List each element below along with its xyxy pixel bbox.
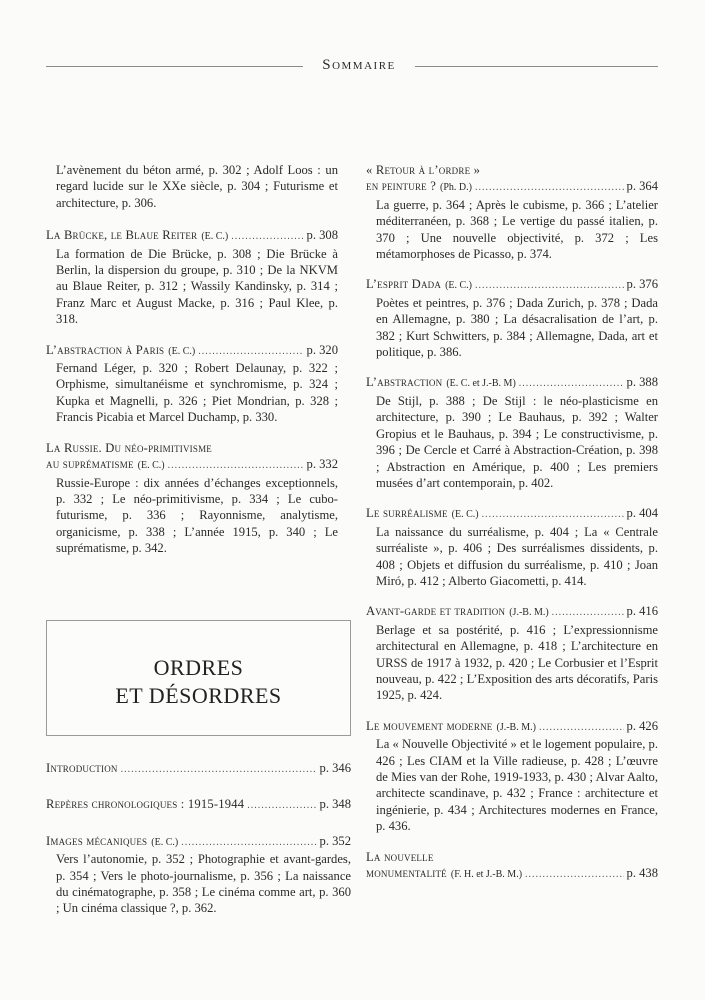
toc-entry-title: Images mécaniques: [46, 833, 148, 848]
toc-entry-heading: [366, 276, 658, 294]
dot-leader: [181, 835, 316, 851]
toc-entry-title: en peinture ?: [366, 179, 436, 194]
toc-entry: [46, 440, 338, 557]
toc-entry-title: Le surréalisme: [366, 506, 448, 521]
toc-entry-page: p. 320: [306, 342, 338, 357]
toc-entry-heading: [46, 227, 338, 245]
toc-entry: [366, 849, 658, 884]
toc-entry-title-line1: « Retour à l’ordre »: [366, 163, 481, 177]
toc-entry-title: La Brücke, le Blaue Reiter: [46, 228, 198, 243]
dot-leader: [475, 180, 624, 196]
toc-entry-authors: (E. C. et J.-B. M): [446, 378, 516, 390]
dot-leader: [519, 376, 624, 392]
toc-entry-page: p. 438: [626, 866, 658, 881]
toc-entry-authors: (E. C.): [201, 231, 229, 243]
toc-entry-title: Avant-garde et tradition: [366, 604, 506, 619]
toc-entry-body: Russie-Europe : dix années d’échanges exceptionnels, p. 332 ; Le néo-primitivisme, p. 334 ; Le cubo-futurisme, p. 336 ; Rayonnisme, analytisme, organicisme, p. 338 ; L’année 1915, p. 340 ; Le suprématisme, p. 342.: [56, 475, 338, 556]
toc-entry-page: p. 388: [626, 375, 658, 390]
toc-entry-page: p. 364: [626, 179, 658, 194]
dot-leader: [231, 229, 303, 245]
left-column: [46, 162, 338, 571]
toc-entry: [366, 162, 658, 262]
toc-entry-page: p. 416: [626, 604, 658, 619]
toc-entry-title: monumentalité: [366, 866, 447, 881]
toc-entry-authors: (E. C.): [137, 460, 165, 472]
toc-entry-heading: [46, 760, 351, 778]
toc-entry-heading: [46, 342, 338, 360]
toc-entry: [46, 796, 351, 814]
section-title-box: [46, 620, 351, 736]
toc-entry-page: p. 404: [626, 506, 658, 521]
dot-leader: [482, 507, 624, 523]
toc-entry-heading: [366, 178, 658, 196]
toc-entry-title: L’abstraction à Paris: [46, 342, 165, 357]
continuation-text: L’avènement du béton armé, p. 302 ; Adolf Loos : un regard lucide sur le XXe siècle, p. 304 ; Futurisme et architecture, p. 306.: [56, 163, 338, 210]
dot-leader: [539, 720, 624, 736]
toc-entry-body: Poètes et peintres, p. 376 ; Dada Zurich, p. 378 ; Dada en Allemagne, p. 380 ; La désacralisation de l’art, p. 382 ; Kurt Schwitters, p. 384 ; Allemagne, Dada, art et politique, p. 386.: [376, 295, 658, 360]
toc-entry-body: La « Nouvelle Objectivité » et le logement populaire, p. 426 ; Les CIAM et la Ville radieuse, p. 428 ; L’œuvre de Mies van der Rohe, 1919-1933, p. 430 ; Alvar Aalto, architecte scandinave, p. 432 ; France : architecture et ingénierie, p. 434 ; Architectures modernes en France, p. 436.: [376, 737, 658, 834]
toc-entry: [366, 603, 658, 703]
dot-leader: [168, 458, 304, 474]
toc-entry-body: Berlage et sa postérité, p. 416 ; L’expressionnisme architectural en Allemagne, p. 418 ; L’architecture en URSS de 1917 à 1932, p. 420 ; Le Corbusier et l’Esprit nouveau, p. 422 ; L’Exposition des arts décoratifs, Paris 1925, p. 424.: [376, 622, 658, 703]
toc-entry-authors: (E. C.): [168, 345, 196, 357]
toc-entry-page: p. 346: [319, 761, 351, 775]
toc-entry-page: p. 348: [319, 797, 351, 812]
toc-entry: [366, 374, 658, 491]
toc-entry-body: De Stijl, p. 388 ; De Stijl : le néo-plasticisme en architecture, p. 390 ; Le Bauhaus, p. 392 ; Walter Gropius et le Bauhaus, p. 394 ; Le constructivisme, p. 396 ; De Cercle et Carré à Abstraction-Création, p. 398 ; Abstraction en Amérique, p. 400 ; Les premiers musées d’art contemporain, p. 402.: [376, 393, 658, 490]
toc-entry-title: Repères chronologiques : 1915-1944: [46, 797, 245, 812]
toc-entry-body: Vers l’autonomie, p. 352 ; Photographie et avant-gardes, p. 354 ; Vers le photo-journalisme, p. 356 ; La naissance du cinématographe, p. 358 ; Le cinéma comme art, p. 360 ; Un cinéma classique ?, p. 362.: [56, 852, 351, 916]
toc-entry-authors: (Ph. D.): [439, 182, 472, 194]
toc-entry: [366, 718, 658, 835]
page-title: Sommaire: [322, 57, 396, 73]
page-header: [46, 57, 658, 77]
dot-leader: [525, 867, 623, 883]
toc-entry-body: La guerre, p. 364 ; Après le cubisme, p. 366 ; L’atelier méditerranéen, p. 368 ; Le vertige du passé italien, p. 370 ; Une nouvelle objectivité, p. 372 ; Les métamorphoses de Picasso, p. 374.: [376, 197, 658, 262]
toc-entry-page: p. 332: [306, 457, 338, 472]
dot-leader: [121, 762, 317, 778]
toc-entry-authors: (E. C.): [151, 836, 179, 848]
left-bottom-column: [46, 760, 351, 931]
toc-entry-heading: [366, 603, 658, 621]
header-rule-left: [46, 66, 303, 67]
toc-entry-authors: (J.-B. M.): [496, 721, 536, 733]
toc-entry-title: Introduction: [46, 761, 118, 775]
header-rule-right: [415, 66, 658, 67]
section-title-line1: ORDRES: [153, 655, 244, 680]
toc-entry-page: p. 352: [319, 833, 351, 848]
toc-entry-heading: [46, 456, 338, 474]
toc-entry-title-line1: La nouvelle: [366, 849, 434, 864]
toc-entry-heading: [366, 865, 658, 883]
toc-entry-heading: [366, 505, 658, 523]
toc-entry: [46, 342, 338, 426]
toc-entry: [366, 276, 658, 360]
toc-entry-heading: [46, 796, 351, 814]
toc-entry-body: La formation de Die Brücke, p. 308 ; Die Brücke à Berlin, la dispersion du groupe, p. 310 ; De la NKVM au Blaue Reiter, p. 312 ; Wassily Kandinsky, p. 314 ; Franz Marc et August Macke, p. 316 ; Paul Klee, p. 318.: [56, 246, 338, 327]
toc-entry-title-line1: La Russie. Du néo-primitivisme: [46, 440, 212, 455]
toc-entry-heading: [366, 374, 658, 392]
toc-entry: [46, 760, 351, 778]
toc-entry-title: au suprématisme: [46, 457, 134, 472]
toc-entry-authors: (E. C.): [451, 509, 479, 521]
toc-entry: [366, 505, 658, 589]
toc-entry-heading: [366, 718, 658, 736]
toc-entry-authors: (E. C.): [445, 280, 473, 292]
toc-entry-page: p. 376: [626, 277, 658, 292]
dot-leader: [475, 278, 623, 294]
dot-leader: [198, 344, 303, 360]
toc-entry-heading: [46, 833, 351, 851]
toc-entry-page: p. 426: [626, 718, 658, 733]
toc-entry-title: L’abstraction: [366, 375, 443, 390]
toc-entry-title: Le mouvement moderne: [366, 718, 493, 733]
section-title-line2: ET DÉSORDRES: [115, 683, 282, 708]
dot-leader: [552, 605, 624, 621]
toc-entry-body: La naissance du surréalisme, p. 404 ; La « Centrale surréaliste », p. 406 ; Des surréalismes dissidents, p. 408 ; Objets et diffusion du surréalisme, p. 410 ; Joan Miró, p. 412 ; Alberto Giacometti, p. 414.: [376, 524, 658, 588]
right-column: [366, 162, 658, 897]
dot-leader: [247, 798, 316, 814]
toc-entry-authors: (F. H. et J.-B. M.): [450, 869, 523, 881]
toc-entry-authors: (J.-B. M.): [509, 607, 549, 619]
toc-entry-title: L’esprit Dada: [366, 277, 442, 292]
toc-entry-page: p. 308: [306, 228, 338, 243]
toc-entry-body: Fernand Léger, p. 320 ; Robert Delaunay, p. 322 ; Orphisme, simultanéisme et synchromisme, p. 324 ; Kupka et Magnelli, p. 326 ; Piet Mondrian, p. 328 ; Francis Picabia et Marcel Duchamp, p. 330.: [56, 361, 338, 425]
toc-entry: [46, 833, 351, 917]
toc-entry: [46, 227, 338, 327]
